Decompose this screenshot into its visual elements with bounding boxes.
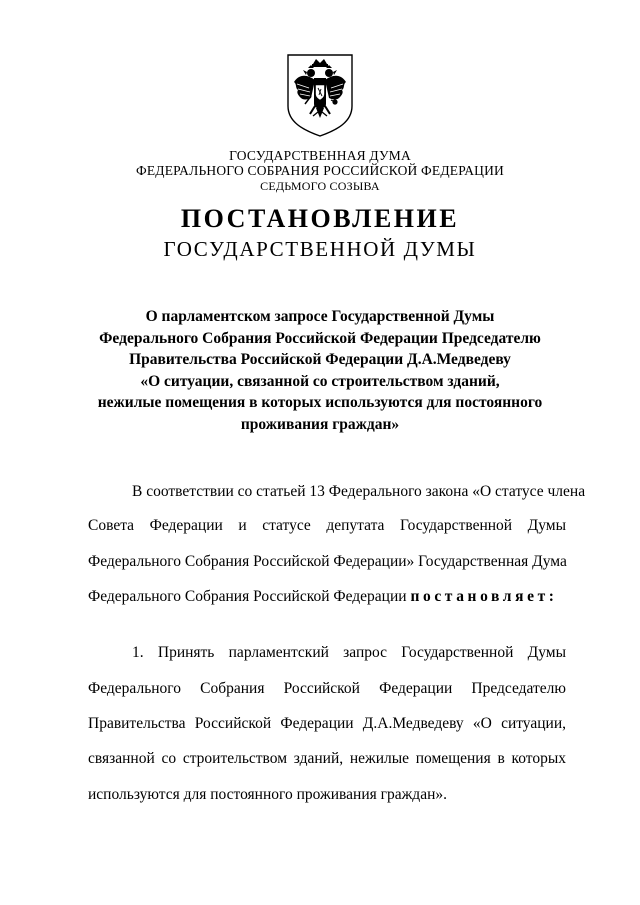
- item-line: используются для постоянного проживания граждан».: [88, 786, 447, 803]
- item-line: [88, 714, 566, 734]
- item-number: 1.: [132, 644, 144, 661]
- word: Правительства: [88, 715, 186, 732]
- item-line: [88, 679, 566, 699]
- coat-of-arms-emblem: [285, 52, 355, 138]
- preamble-line: В соответствии со статьей 13 Федерального закона «О статусе члена: [132, 483, 586, 500]
- preamble-line: Федерального Собрания Российской Федерации» Государственная Дума: [88, 553, 567, 570]
- preamble-line: [88, 516, 566, 536]
- word: статусе: [262, 517, 311, 534]
- resolves-keyword: постановляет:: [410, 588, 558, 605]
- word: Совета: [88, 517, 135, 534]
- header-duma-name: ГОСУДАРСТВЕННАЯ ДУМА: [229, 148, 411, 163]
- document-title: ПОСТАНОВЛЕНИЕ: [180, 204, 460, 233]
- word: строительством: [182, 750, 288, 767]
- word: Федерации: [379, 680, 453, 697]
- word: Российской: [194, 715, 272, 732]
- word: Председателю: [471, 680, 566, 697]
- word: парламентский: [228, 644, 329, 661]
- word: депутата: [326, 517, 385, 534]
- preamble-text: Федерального Собрания Российской Федерации: [88, 588, 407, 605]
- word: Д.А.Медведеву: [362, 715, 464, 732]
- word: Государственной: [401, 644, 514, 661]
- header-federal-assembly: ФЕДЕРАЛЬНОГО СОБРАНИЯ РОССИЙСКОЙ ФЕДЕРАЦИИ: [136, 163, 504, 178]
- document-subtitle: ГОСУДАРСТВЕННОЙ ДУМЫ: [163, 237, 477, 261]
- resolution-subject: [0, 306, 640, 435]
- word: ситуации,: [501, 715, 566, 732]
- word: Федерации: [280, 715, 354, 732]
- subject-line: нежилые помещения в которых используются для постоянного: [97, 394, 543, 411]
- item-line: [88, 749, 566, 769]
- word: зданий,: [293, 750, 344, 767]
- subject-line: «О ситуации, связанной со строительством зданий,: [140, 372, 500, 390]
- subject-line: Федерального Собрания Российской Федерации Председателю: [99, 329, 541, 347]
- subject-line: Правительства Российской Федерации Д.А.Медведеву: [129, 351, 511, 368]
- word: Думы: [527, 644, 566, 661]
- header-convocation: СЕДЬМОГО СОЗЫВА: [260, 179, 380, 193]
- word: «О: [472, 715, 492, 732]
- preamble-line: [88, 587, 566, 607]
- item-line: [88, 643, 566, 663]
- word: со: [161, 750, 177, 767]
- word: которых: [511, 750, 566, 767]
- subject-line: проживания граждан»: [240, 415, 400, 433]
- word: Российской: [283, 680, 360, 697]
- double-headed-eagle-icon: [285, 52, 355, 138]
- word: Думы: [527, 517, 566, 534]
- word: связанной: [88, 750, 155, 767]
- word: запрос: [343, 644, 388, 661]
- word: Федерального: [88, 680, 182, 697]
- word: Принять: [157, 644, 215, 661]
- word: Государственной: [399, 517, 513, 534]
- word: и: [238, 517, 247, 534]
- word: в: [497, 750, 505, 767]
- word: нежилые: [349, 750, 410, 767]
- word: Федерации: [149, 517, 223, 534]
- word: Собрания: [200, 680, 265, 697]
- word: помещения: [415, 750, 491, 767]
- subject-line: О парламентском запросе Государственной Думы: [145, 308, 495, 325]
